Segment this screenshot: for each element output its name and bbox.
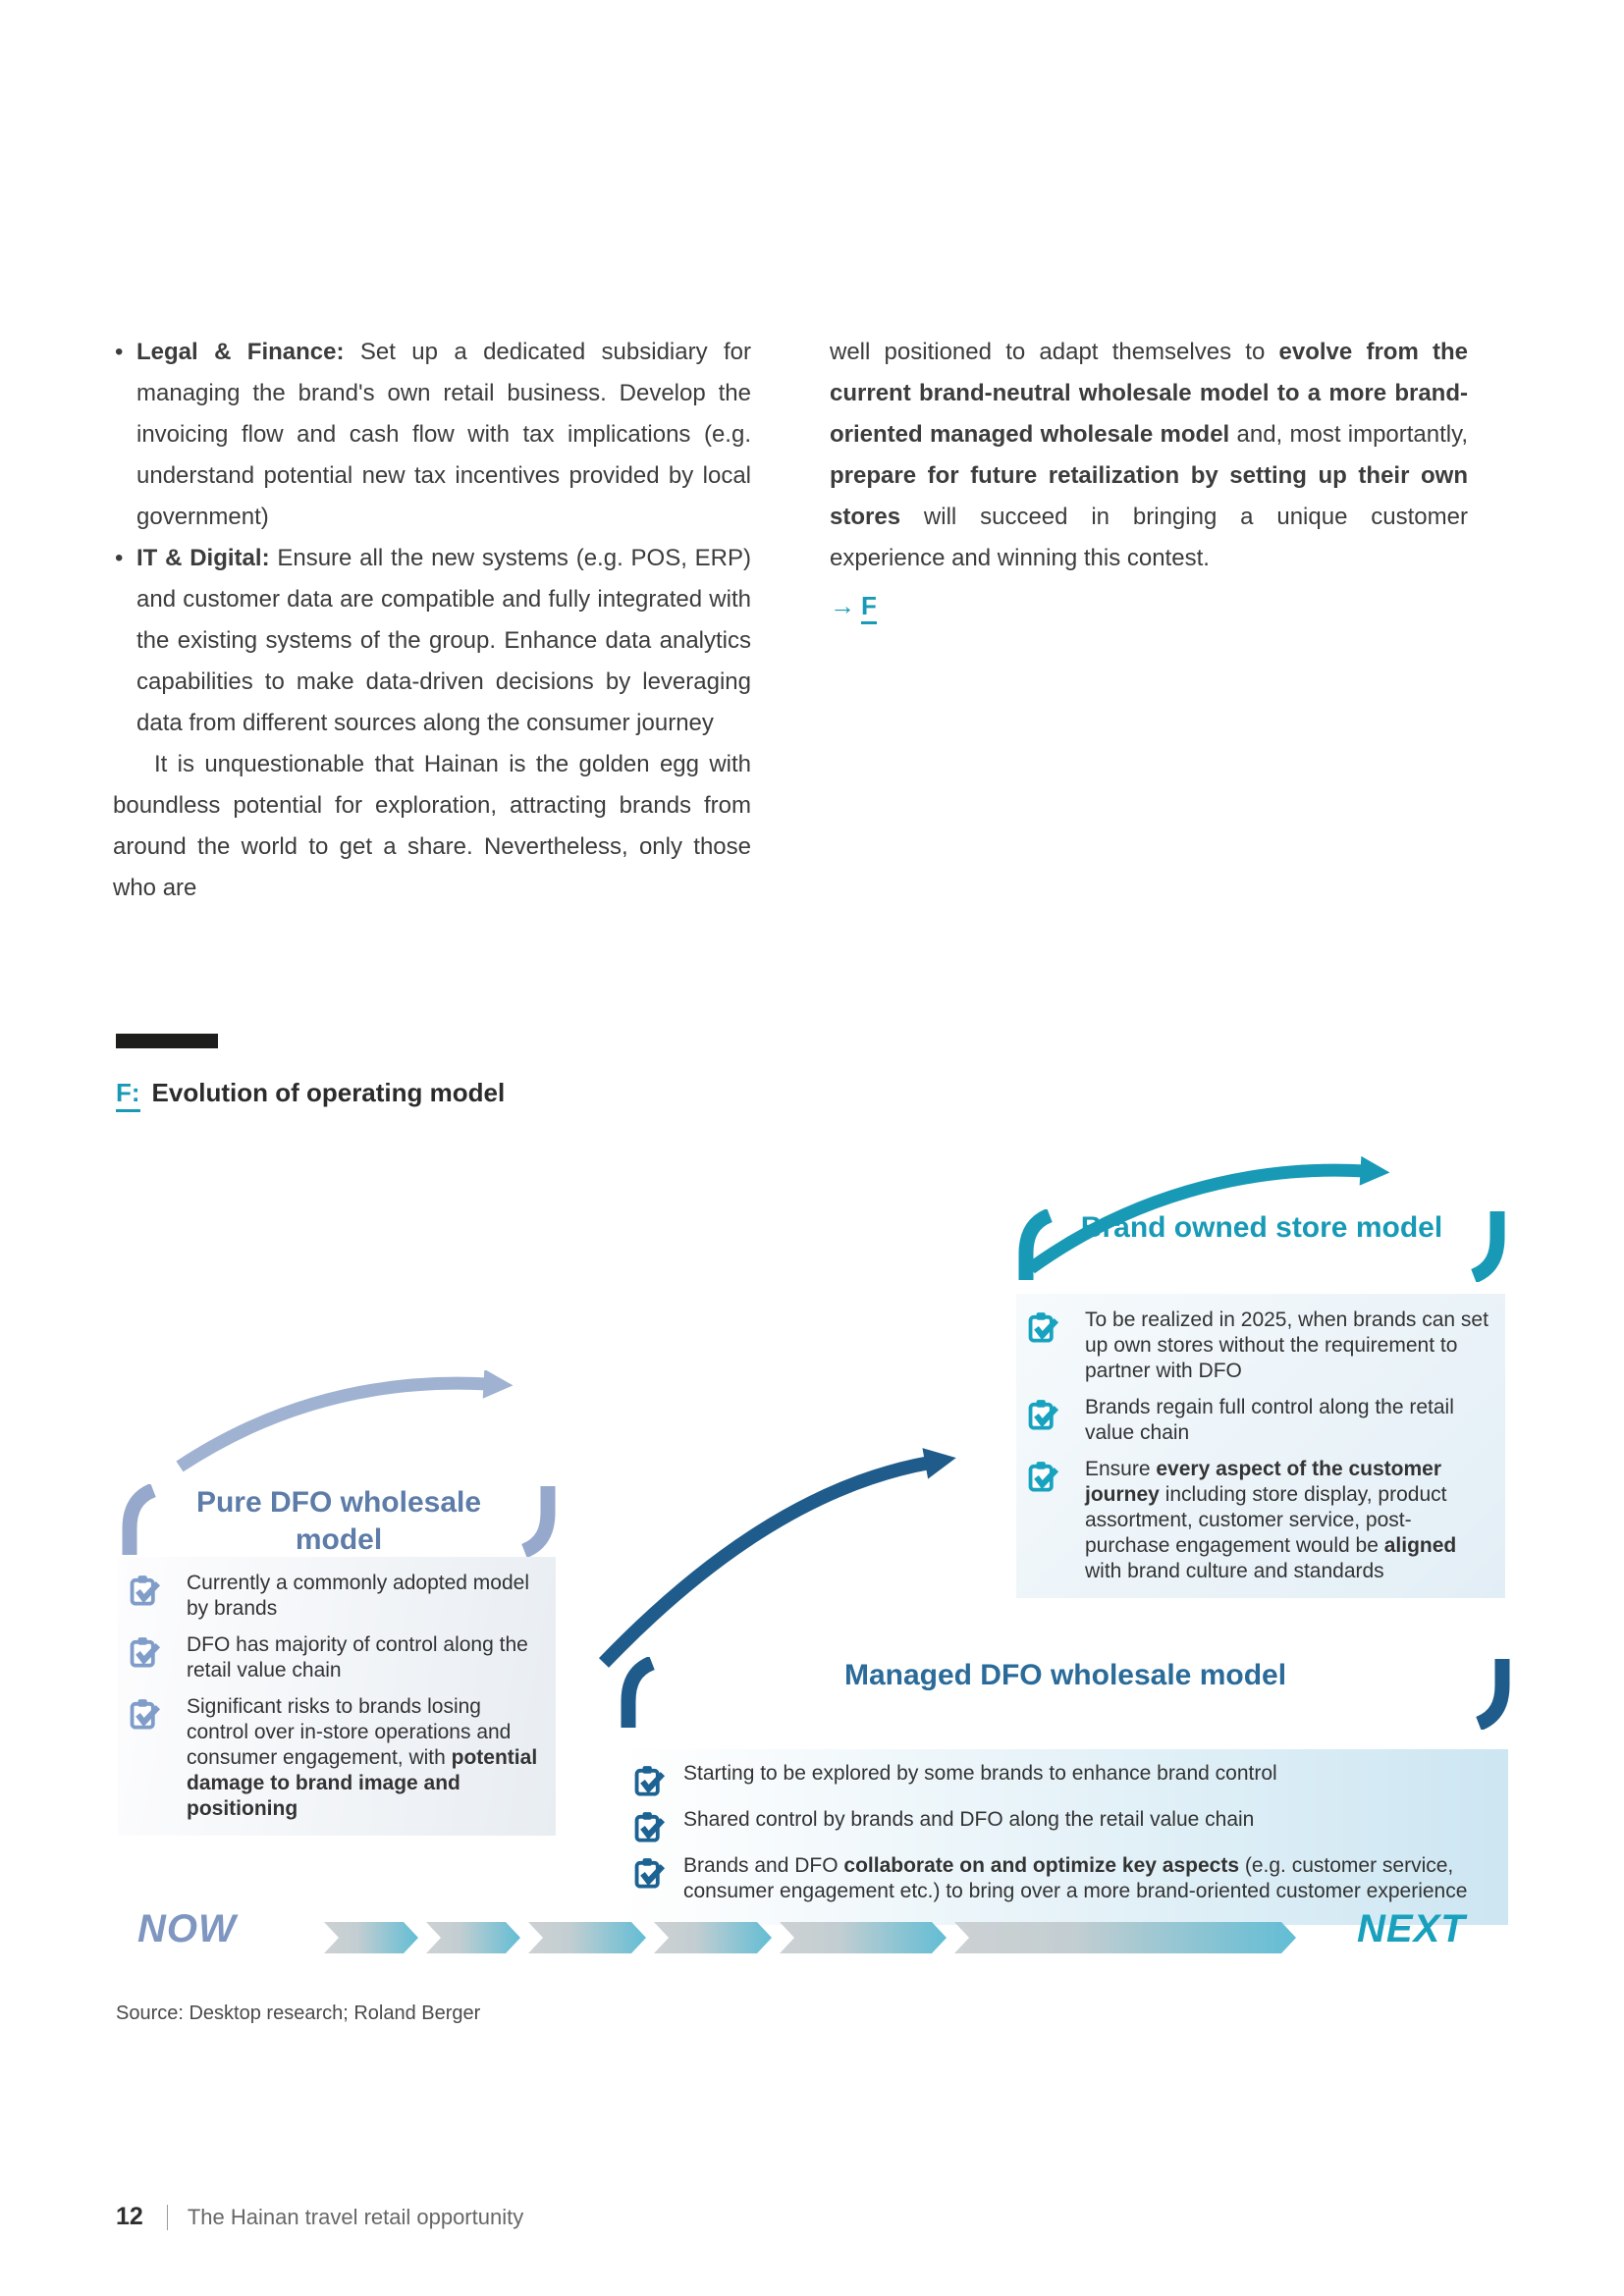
- timeline-now-label: NOW: [137, 1907, 237, 1950]
- figure-heading: [116, 1078, 505, 1108]
- pure-model-header: [120, 1484, 558, 1562]
- bullet-it-digital: • IT & Digital: Ensure all the new systems (e.g. POS, ERP) and customer data are compatible and fully integrated with the existing systems of the group. Enhance data analytics capabilities to make data-driven decisions by leveraging data from different sources along the consumer journey: [113, 538, 751, 744]
- chevron-segment: [954, 1922, 1296, 1953]
- timeline-chevron-bar: [324, 1922, 1296, 1953]
- timeline-next-label: NEXT: [1357, 1907, 1466, 1950]
- source-note: Source: Desktop research; Roland Berger: [116, 2002, 481, 2024]
- quote-close-icon: [1468, 1209, 1507, 1287]
- list-item: [130, 1571, 542, 1622]
- chevron-segment: [426, 1922, 520, 1953]
- report-title: The Hainan travel retail opportunity: [167, 2205, 523, 2230]
- list-item: [1028, 1395, 1491, 1446]
- brand-model-title: Brand owned store model: [1080, 1211, 1443, 1244]
- quote-open-icon: [1016, 1209, 1056, 1287]
- clipboard-check-icon: [1028, 1309, 1061, 1345]
- page-footer: [116, 2203, 523, 2231]
- clipboard-check-icon: [634, 1809, 668, 1844]
- bullet-text: Starting to be explored by some brands to enhance brand control: [683, 1762, 1277, 1785]
- right-text-column: [830, 332, 1468, 626]
- managed-model-title: Managed DFO wholesale model: [843, 1659, 1287, 1691]
- clipboard-check-icon: [130, 1696, 163, 1732]
- clipboard-check-icon: [634, 1855, 668, 1891]
- section-divider-bar: [116, 1034, 218, 1048]
- quote-close-icon: [518, 1484, 558, 1562]
- clipboard-check-icon: [130, 1573, 163, 1608]
- clipboard-check-icon: [1028, 1459, 1061, 1494]
- figure-title: Evolution of operating model: [151, 1078, 506, 1107]
- bullet-text: Brands regain full control along the retail value chain: [1085, 1396, 1454, 1444]
- chevron-segment: [528, 1922, 646, 1953]
- list-item: [634, 1761, 1492, 1798]
- figure-label-link[interactable]: F:: [116, 1078, 140, 1112]
- bullet-text: Brands and DFO collaborate on and optimize key aspects (e.g. customer service, consumer engagement etc.) to bring over a more brand-oriented customer experience: [683, 1854, 1468, 1902]
- brand-model-header: [1016, 1209, 1507, 1287]
- list-item: [1028, 1457, 1491, 1584]
- managed-model-header: [619, 1657, 1512, 1735]
- quote-open-icon: [120, 1484, 159, 1562]
- bullet-text: Currently a commonly adopted model by brands: [187, 1572, 530, 1620]
- chevron-segment: [654, 1922, 772, 1953]
- bullet-text: Shared control by brands and DFO along the retail value chain: [683, 1808, 1255, 1831]
- pure-model-bullets-box: [118, 1557, 556, 1836]
- list-item: [1028, 1308, 1491, 1384]
- bullet-text: To be realized in 2025, when brands can set up own stores without the requirement to partner with DFO: [1085, 1308, 1489, 1382]
- clipboard-check-icon: [1028, 1397, 1061, 1432]
- curved-arrow-pure-to-managed-icon: [172, 1370, 525, 1473]
- quote-close-icon: [1473, 1657, 1512, 1735]
- bullet-text: DFO has majority of control along the retail value chain: [187, 1633, 528, 1682]
- right-paragraph: well positioned to adapt themselves to evolve from the current brand-neutral wholesale model to a more brand-oriented managed wholesale model and, most importantly, prepare for future retailization by setting up their own stores will succeed in bringing a unique customer experience and winning this contest.: [830, 339, 1469, 571]
- chevron-segment: [780, 1922, 947, 1953]
- closing-paragraph: It is unquestionable that Hainan is the golden egg with boundless potential for exploration, attracting brands from around the world to get a share. Nevertheless, only those who are: [113, 751, 751, 901]
- bullet-text: Ensure every aspect of the customer journey including store display, product assortment, customer service, post-purchase engagement would be aligned with brand culture and standards: [1085, 1458, 1457, 1582]
- list-item: [634, 1853, 1492, 1904]
- list-item: [634, 1807, 1492, 1844]
- clipboard-check-icon: [130, 1634, 163, 1670]
- brand-model-bullets-box: [1016, 1294, 1505, 1598]
- right-arrow-icon: →: [830, 591, 855, 620]
- clipboard-check-icon: [634, 1763, 668, 1798]
- curved-arrow-managed-to-brand-icon: [594, 1421, 982, 1672]
- pure-model-title: Pure DFO wholesale model: [195, 1486, 482, 1556]
- list-item: [130, 1694, 542, 1822]
- bullet-text: Significant risks to brands losing control over in-store operations and consumer engagement, with potential damage to brand image and positioning: [187, 1695, 538, 1820]
- bullet-legal-finance: • Legal & Finance: Set up a dedicated subsidiary for managing the brand's own retail business. Develop the invoicing flow and cash flow with tax implications (e.g. understand potential new tax incentives provided by local government): [113, 332, 751, 538]
- figure-reference-letter[interactable]: F: [861, 591, 877, 624]
- page-number: 12: [116, 2203, 143, 2230]
- figure-reference-link[interactable]: [830, 585, 1468, 626]
- chevron-segment: [324, 1922, 418, 1953]
- left-text-column: [113, 332, 751, 909]
- managed-model-bullets-box: [619, 1749, 1508, 1925]
- quote-open-icon: [619, 1657, 658, 1735]
- list-item: [130, 1632, 542, 1683]
